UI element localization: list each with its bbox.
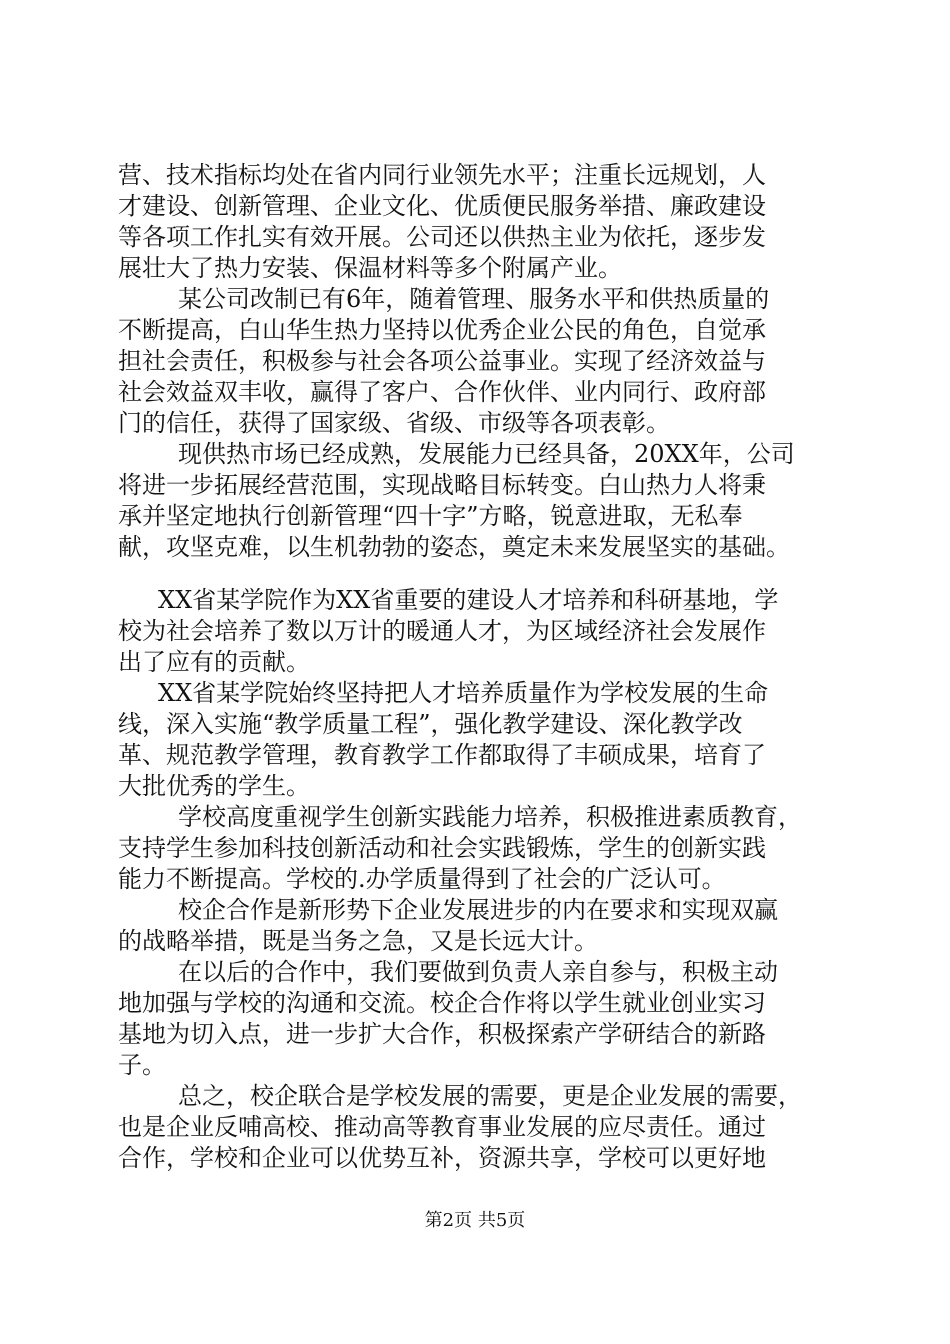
text-line: 线，深入实施“教学质量工程”，强化教学建设、深化教学改	[118, 710, 743, 738]
text-line: XX省某学院作为XX省重要的建设人才培养和科研基地，学	[158, 586, 779, 614]
text-line: 大批优秀的学生。	[118, 772, 310, 800]
text-line: 革、规范教学管理，教育教学工作都取得了丰硕成果，培育了	[118, 741, 766, 769]
page-number-footer: 第2页 共5页	[424, 1210, 526, 1231]
text-line: 不断提高，白山华生热力坚持以优秀企业公民的角色，自觉承	[118, 316, 766, 344]
text-line: 也是企业反哺高校、推动高等教育事业发展的应尽责任。通过	[118, 1113, 766, 1141]
text-line: 合作，学校和企业可以优势互补，资源共享，学校可以更好地	[118, 1144, 766, 1172]
text-line: 承并坚定地执行创新管理“四十字”方略，锐意进取，无私奉	[118, 502, 743, 530]
text-line: 能力不断提高。学校的.办学质量得到了社会的广泛认可。	[118, 865, 726, 893]
text-line: 营、技术指标均处在省内同行业领先水平；注重长远规划，人	[118, 161, 766, 189]
text-line: 门的信任，获得了国家级、省级、市级等各项表彰。	[118, 409, 670, 437]
text-line: 等各项工作扎实有效开展。公司还以供热主业为依托，逐步发	[118, 223, 766, 251]
text-line: 子。	[118, 1051, 166, 1079]
text-line: 的战略举措，既是当务之急，又是长远大计。	[118, 927, 598, 955]
text-line: 社会效益双丰收，赢得了客户、合作伙伴、业内同行、政府部	[118, 378, 766, 406]
text-line: 支持学生参加科技创新活动和社会实践锻炼，学生的创新实践	[118, 834, 766, 862]
text-line: 某公司改制已有6年，随着管理、服务水平和供热质量的	[178, 285, 770, 313]
text-line: 校为社会培养了数以万计的暖通人才，为区域经济社会发展作	[118, 617, 766, 645]
text-line: 现供热市场已经成熟，发展能力已经具备，20XX年，公司	[178, 440, 795, 468]
text-line: 基地为切入点，进一步扩大合作，积极探索产学研结合的新路	[118, 1020, 766, 1048]
text-line: 总之，校企联合是学校发展的需要，更是企业发展的需要，	[178, 1082, 802, 1110]
text-line: 将进一步拓展经营范围，实现战略目标转变。白山热力人将秉	[118, 471, 766, 499]
text-line: 担社会责任，积极参与社会各项公益事业。实现了经济效益与	[118, 347, 766, 375]
text-line: 地加强与学校的沟通和交流。校企合作将以学生就业创业实习	[118, 989, 766, 1017]
text-line: 才建设、创新管理、企业文化、优质便民服务举措、廉政建设	[118, 192, 766, 220]
text-line: 学校高度重视学生创新实践能力培养，积极推进素质教育，	[178, 803, 802, 831]
text-line: 献，攻坚克难，以生机勃勃的姿态，奠定未来发展坚实的基础。	[118, 533, 790, 561]
text-line: 展壮大了热力安装、保温材料等多个附属产业。	[118, 254, 622, 282]
text-line: 出了应有的贡献。	[118, 648, 310, 676]
text-line: 在以后的合作中，我们要做到负责人亲自参与，积极主动	[178, 958, 778, 986]
text-line: 校企合作是新形势下企业发展进步的内在要求和实现双赢	[178, 896, 778, 924]
text-line: XX省某学院始终坚持把人才培养质量作为学校发展的生命	[158, 679, 769, 707]
